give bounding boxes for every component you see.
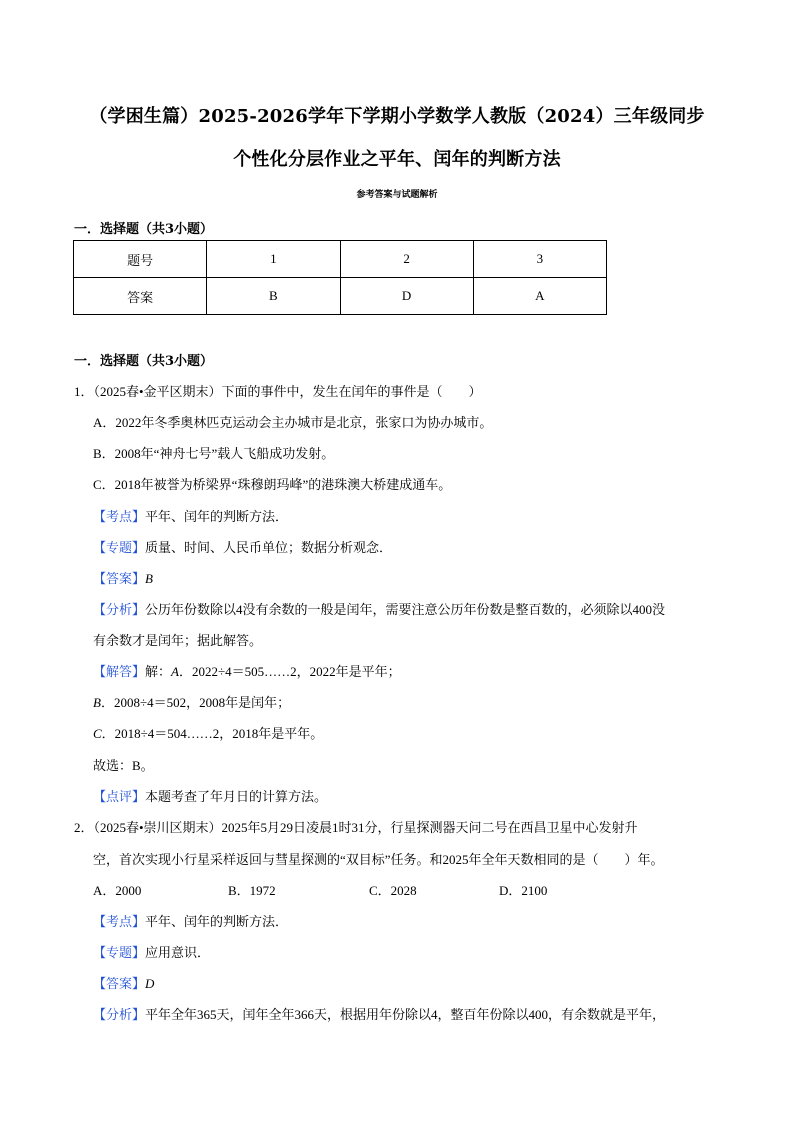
daan-text: D: [145, 976, 155, 991]
table-cell: 2: [340, 241, 473, 278]
q1-fenxi-2: 有余数才是闰年；据此解答。: [93, 633, 263, 648]
daan-tag: 【答案】: [93, 571, 146, 586]
jieda-text-3: ．2018÷4＝504……2，2018年是平年。: [101, 726, 324, 741]
table-row: [74, 278, 607, 315]
question-1-option-c: C．2018年被誉为桥梁界“珠穆朗玛峰”的港珠澳大桥建成通车。: [93, 477, 452, 492]
jieda-letter-a: A: [171, 664, 179, 679]
dianping-tag: 【点评】: [93, 789, 146, 804]
dianping-text: 本题考查了年月日的计算方法。: [145, 789, 328, 804]
kaodian-text: 平年、闰年的判断方法．: [145, 914, 289, 929]
table-cell: 题号: [74, 241, 207, 278]
daan-tag: 【答案】: [93, 976, 146, 991]
table-cell: 3: [473, 241, 606, 278]
section-heading-answers: 一．选择题（共3小题）: [74, 222, 214, 237]
question-1-option-a: A．2022年冬季奥林匹克运动会主办城市是北京，张家口为协办城市。: [93, 415, 493, 430]
table-cell: A: [473, 278, 606, 315]
fenxi-tag: 【分析】: [93, 602, 146, 617]
fenxi-tag: 【分析】: [93, 1007, 146, 1022]
question-1-option-b: B．2008年“神舟七号”载人飞船成功发射。: [93, 446, 335, 461]
kaodian-text: 平年、闰年的判断方法．: [145, 509, 289, 524]
zhuanti-text: 质量、时间、人民币单位；数据分析观念．: [145, 540, 393, 555]
jieda-prefix: 解：: [145, 664, 172, 679]
title-line-2: 个性化分层作业之平年、闰年的判断方法: [233, 149, 561, 170]
q1-jieda-3: [93, 723, 323, 742]
q2-fenxi-1: [93, 1004, 665, 1023]
question-2-stem-1: 2．（2025春•崇川区期末）2025年5月29日凌晨1时31分，行星探测器天问二号在西昌卫星中心发射升: [74, 820, 638, 835]
jieda-letter-b: B: [93, 695, 101, 710]
table-cell: 1: [207, 241, 340, 278]
q1-jieda-4: 故选：B。: [93, 758, 154, 773]
q1-daan: [93, 568, 153, 587]
zhuanti-tag: 【专题】: [93, 945, 146, 960]
table-cell: B: [207, 278, 340, 315]
zhuanti-tag: 【专题】: [93, 540, 146, 555]
fenxi-text: 平年全年365天，闰年全年366天，根据用年份除以4，整百年份除以400，有余数就是平年，: [145, 1007, 666, 1022]
q1-zhuanti: [93, 537, 392, 556]
daan-text: B: [145, 571, 153, 586]
subtitle: 参考答案与试题解析: [356, 190, 438, 200]
question-2-option-c: C．2028: [369, 883, 417, 898]
kaodian-tag: 【考点】: [93, 914, 146, 929]
question-2-options: [93, 880, 593, 898]
table-row: [74, 241, 607, 278]
q1-fenxi-1: [93, 599, 665, 618]
table-cell: D: [340, 278, 473, 315]
answer-table: [73, 240, 607, 315]
question-1-stem: 1．（2025春•金平区期末）下面的事件中，发生在闰年的事件是（ ）: [74, 384, 482, 399]
question-2-stem-2: 空，首次实现小行星采样返回与彗星探测的“双目标”任务。和2025年全年天数相同的是（ ）年。: [93, 852, 664, 867]
jieda-letter-c: C: [93, 726, 102, 741]
q2-daan: [93, 973, 154, 992]
jieda-tag: 【解答】: [93, 664, 146, 679]
q2-kaodian: [93, 911, 288, 930]
jieda-text-1: ．2022÷4＝505……2，2022年是平年；: [178, 664, 401, 679]
table-cell: 答案: [74, 278, 207, 315]
question-2-option-b: B．1972: [228, 883, 276, 898]
q1-dianping: [93, 786, 327, 805]
question-2-option-d: D．2100: [499, 883, 548, 898]
kaodian-tag: 【考点】: [93, 509, 146, 524]
fenxi-text: 公历年份数除以4没有余数的一般是闰年，需要注意公历年份数是整百数的，必须除以400没: [145, 602, 666, 617]
jieda-text-2: ．2008÷4＝502，2008年是闰年；: [100, 695, 291, 710]
q1-jieda-2: [93, 692, 290, 711]
q1-kaodian: [93, 506, 288, 525]
q2-zhuanti: [93, 942, 210, 961]
question-2-option-a: A．2000: [93, 883, 142, 898]
q1-jieda-1: [93, 661, 401, 680]
section-heading-solutions: 一．选择题（共3小题）: [74, 354, 214, 369]
zhuanti-text: 应用意识．: [145, 945, 211, 960]
title-line-1: （学困生篇）2025-2026学年下学期小学数学人教版（2024）三年级同步: [89, 106, 705, 127]
